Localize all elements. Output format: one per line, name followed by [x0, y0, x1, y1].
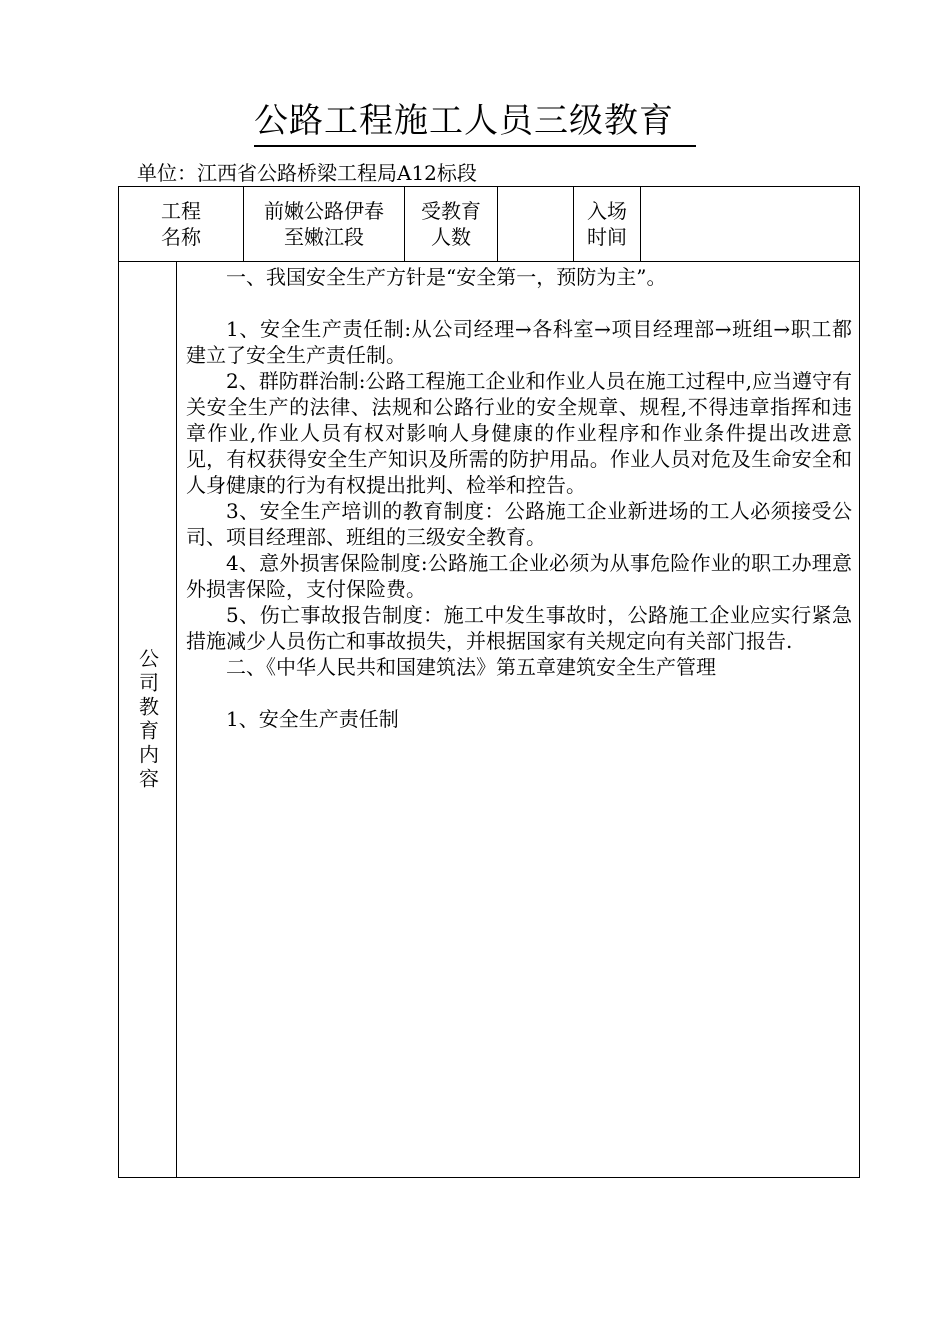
- paragraph-law: 二、《中华人民共和国建筑法》第五章建筑安全生产管理: [226, 655, 716, 679]
- trainee-count-label: 受教育 人数: [421, 199, 481, 249]
- paragraph-law-item-1: 1、安全生产责任制: [226, 707, 399, 731]
- paragraph-policy: 一、我国安全生产方针是“安全第一，预防为主”。: [226, 265, 667, 289]
- paragraph-item-1: 1、安全生产责任制:从公司经理→各科室→项目经理部→班组→职工都建立了安全生产责任制。: [186, 317, 852, 367]
- education-content: [186, 264, 852, 732]
- project-name-label: 工程 名称: [161, 199, 201, 249]
- content-table: [118, 261, 860, 1178]
- entry-time-label: 入场 时间: [587, 199, 627, 249]
- unit-line: 单位：江西省公路桥梁工程局A12标段: [137, 161, 477, 185]
- section-label: 公司教育内容: [135, 647, 160, 792]
- trainee-count-value: [498, 187, 573, 261]
- paragraph-item-3: 3、安全生产培训的教育制度：公路施工企业新进场的工人必须接受公司、项目经理部、班组的三级安全教育。: [186, 499, 852, 549]
- header-table: [118, 186, 860, 262]
- paragraph-item-4: 4、意外损害保险制度:公路施工企业必须为从事危险作业的职工办理意外损害保险，支付保险费。: [186, 551, 852, 601]
- paragraph-item-2: 2、群防群治制:公路工程施工企业和作业人员在施工过程中,应当遵守有关安全生产的法律、法规和公路行业的安全规章、规程,不得违章指挥和违章作业,作业人员有权对影响人身健康的作业程序和作业条件提出改进意见，有权获得安全生产知识及所需的防护用品。作业人员对危及生命安全和人身健康的行为有权提出批判、检举和控告。: [186, 369, 852, 497]
- project-name-value: 前嫩公路伊春 至嫩江段: [264, 199, 384, 249]
- divider: [176, 262, 177, 1177]
- document-title: 公路工程施工人员三级教育: [0, 100, 950, 147]
- paragraph-item-5: 5、伤亡事故报告制度：施工中发生事故时，公路施工企业应实行紧急措施减少人员伤亡和事故损失，并根据国家有关规定向有关部门报告.: [186, 603, 852, 653]
- section-label-cell: [119, 262, 176, 1177]
- entry-time-value: [641, 187, 859, 261]
